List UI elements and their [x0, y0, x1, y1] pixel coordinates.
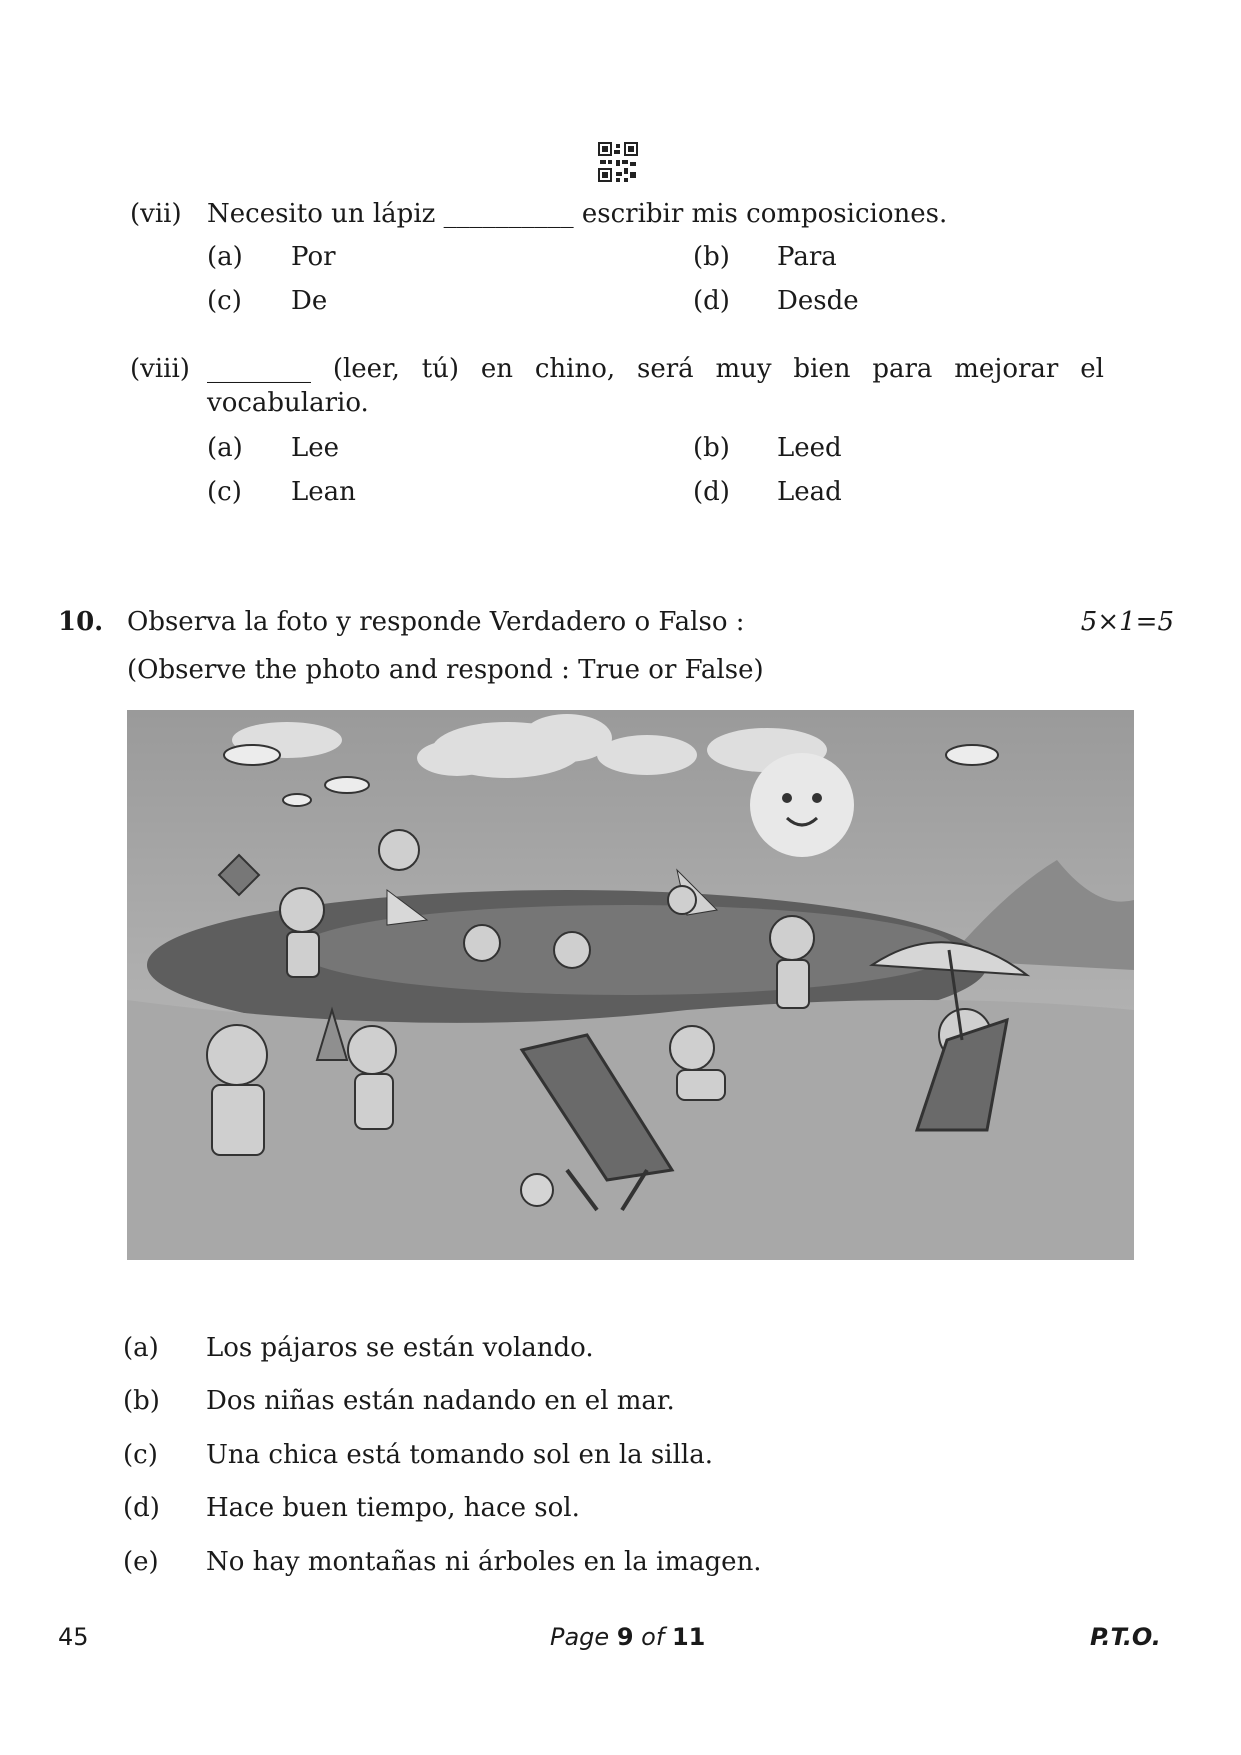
statement-letter-b: (b): [123, 1386, 160, 1416]
bird: [283, 794, 311, 806]
option-text-viii-a: Lee: [291, 433, 340, 463]
statement-letter-a: (a): [123, 1333, 159, 1363]
marks-label: 5×1=5: [1080, 607, 1174, 637]
stem-word: será: [637, 354, 694, 384]
bird: [946, 745, 998, 765]
question-number-vii: (vii): [130, 199, 182, 229]
statement-text-e: No hay montañas ni árboles en la imagen.: [206, 1547, 762, 1577]
option-text-viii-c: Lean: [291, 477, 356, 507]
question-stem-vii: Necesito un lápiz __________ escribir mis composiciones.: [207, 199, 948, 229]
page-total: 11: [671, 1623, 706, 1651]
option-letter-vii-a: (a): [207, 242, 243, 272]
stem-word: ________: [207, 354, 311, 384]
question-subtitle-10: (Observe the photo and respond : True or False): [127, 655, 764, 685]
question-stem-viii-line1: [207, 353, 1104, 385]
option-text-vii-d: Desde: [777, 286, 859, 316]
option-letter-vii-c: (c): [207, 286, 242, 316]
page-word: Page: [550, 1623, 610, 1651]
statement-letter-c: (c): [123, 1440, 158, 1470]
question-title-10: Observa la foto y responde Verdadero o Falso :: [127, 607, 745, 637]
sun: [750, 753, 854, 857]
bird: [224, 745, 280, 765]
pto-label: P.T.O.: [1090, 1623, 1161, 1651]
question-stem-viii-line2: vocabulario.: [207, 388, 369, 418]
statement-text-c: Una chica está tomando sol en la silla.: [206, 1440, 713, 1470]
stem-word: para: [872, 354, 933, 384]
stem-word: el: [1080, 354, 1104, 384]
of-word: of: [641, 1623, 665, 1651]
option-text-viii-d: Lead: [777, 477, 842, 507]
beach-ball: [379, 830, 419, 870]
statement-text-b: Dos niñas están nadando en el mar.: [206, 1386, 675, 1416]
paper-code: 45: [58, 1623, 89, 1651]
page-indicator: [550, 1622, 705, 1652]
statement-letter-d: (d): [123, 1493, 160, 1523]
option-letter-viii-b: (b): [693, 433, 730, 463]
stem-word: en: [480, 354, 514, 384]
option-text-viii-b: Leed: [777, 433, 842, 463]
option-letter-viii-d: (d): [693, 477, 730, 507]
page-number: 9: [616, 1623, 634, 1651]
stem-word: mejorar: [954, 354, 1059, 384]
beach-photo: [127, 710, 1134, 1260]
statement-text-a: Los pájaros se están volando.: [206, 1333, 594, 1363]
option-letter-viii-c: (c): [207, 477, 242, 507]
stem-word: (leer,: [332, 354, 400, 384]
stem-word: chino,: [534, 354, 616, 384]
option-letter-vii-b: (b): [693, 242, 730, 272]
option-text-vii-c: De: [291, 286, 328, 316]
stem-word: bien: [793, 354, 851, 384]
question-number-10: 10.: [58, 607, 104, 637]
statement-text-d: Hace buen tiempo, hace sol.: [206, 1493, 580, 1523]
option-text-vii-b: Para: [777, 242, 837, 272]
question-number-viii: (viii): [130, 354, 190, 384]
qr-code-icon: [598, 142, 638, 182]
option-letter-viii-a: (a): [207, 433, 243, 463]
stem-word: tú): [421, 354, 460, 384]
option-letter-vii-d: (d): [693, 286, 730, 316]
bird: [325, 777, 369, 793]
stem-word: muy: [715, 354, 772, 384]
statement-letter-e: (e): [123, 1547, 159, 1577]
option-text-vii-a: Por: [291, 242, 336, 272]
